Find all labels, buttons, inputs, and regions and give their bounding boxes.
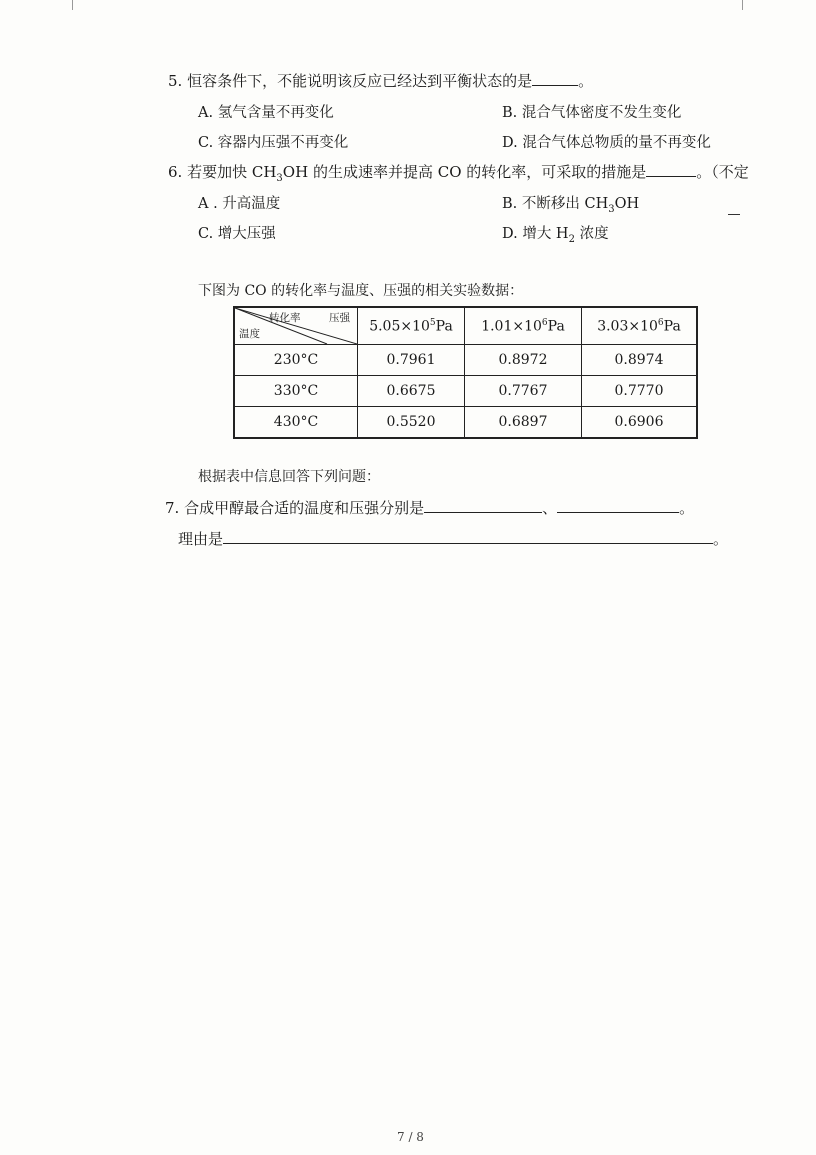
question-7 xyxy=(165,497,694,518)
option-b-text-end: OH xyxy=(614,196,640,212)
table-value-cell: 0.5520 xyxy=(358,407,465,439)
header-exponent: 5 xyxy=(429,317,436,328)
margin-dash xyxy=(728,214,740,215)
question-6-option-d xyxy=(502,222,609,245)
header-base: 5.05×10 xyxy=(369,318,430,335)
table-value-cell: 0.8972 xyxy=(465,345,582,376)
question-6-text-pre: 若要加快 CH xyxy=(187,163,277,181)
scan-edge-mark xyxy=(742,0,743,10)
table-value-cell: 0.7767 xyxy=(465,376,582,407)
question-6-option-c: C. 增大压强 xyxy=(198,226,276,242)
table-header-row xyxy=(234,307,697,345)
option-d-subscript: 2 xyxy=(568,233,575,245)
header-unit: Pa xyxy=(547,318,565,335)
temperature-answer-blank[interactable] xyxy=(424,498,542,513)
option-d-text-end: 浓度 xyxy=(574,226,609,242)
question-7-end: 。 xyxy=(679,499,695,517)
option-d-text: D. 增大 H xyxy=(502,226,569,242)
table-value-cell: 0.8974 xyxy=(582,345,698,376)
table-temp-cell: 430°C xyxy=(234,407,358,439)
header-exponent: 6 xyxy=(657,317,664,328)
instruction-text: 根据表中信息回答下列问题： xyxy=(198,469,380,485)
question-6-subscript: 3 xyxy=(276,173,283,184)
header-unit: Pa xyxy=(663,318,681,335)
question-6-end: 。（不定 xyxy=(696,163,749,181)
header-base: 1.01×10 xyxy=(481,318,542,335)
question-6-number: 6. xyxy=(168,163,183,181)
question-5-option-b: B. 混合气体密度不发生变化 xyxy=(502,105,682,121)
table-header-cell xyxy=(358,307,465,345)
scan-edge-mark xyxy=(72,0,73,10)
question-5-text: 恒容条件下，不能说明该反应已经达到平衡状态的是 xyxy=(187,72,533,90)
table-intro: 下图为 CO 的转化率与温度、压强的相关实验数据： xyxy=(198,283,524,299)
table-row xyxy=(234,407,697,439)
reason-end: 。 xyxy=(713,530,729,548)
reason-answer-blank[interactable] xyxy=(223,529,713,544)
option-b-text: B. 不断移出 CH xyxy=(502,196,609,212)
table-value-cell: 0.6897 xyxy=(465,407,582,439)
question-5-end: 。 xyxy=(578,72,594,90)
conversion-table xyxy=(233,306,698,439)
pressure-answer-blank[interactable] xyxy=(557,498,679,513)
table-value-cell: 0.6675 xyxy=(358,376,465,407)
table-temp-cell: 230°C xyxy=(234,345,358,376)
question-5-option-a: A. 氢气含量不再变化 xyxy=(198,105,334,121)
question-5 xyxy=(168,70,593,91)
table-row xyxy=(234,345,697,376)
question-5-number: 5. xyxy=(168,72,183,90)
header-exponent: 6 xyxy=(541,317,548,328)
table-temp-cell: 330°C xyxy=(234,376,358,407)
header-base: 3.03×10 xyxy=(597,318,658,335)
question-6-option-b xyxy=(502,192,639,215)
table-corner-cell xyxy=(234,307,358,345)
question-5-option-c: C. 容器内压强不再变化 xyxy=(198,135,349,151)
question-7-number: 7. xyxy=(165,499,180,517)
table-value-cell: 0.7770 xyxy=(582,376,698,407)
corner-label-top: 转化率 xyxy=(269,312,301,324)
page-number: 7 / 8 xyxy=(397,1130,424,1144)
table-header-cell xyxy=(582,307,698,345)
question-5-answer-blank[interactable] xyxy=(532,71,578,86)
option-b-subscript: 3 xyxy=(608,203,615,215)
table-row xyxy=(234,376,697,407)
table-header-cell xyxy=(465,307,582,345)
question-6-option-a: A . 升高温度 xyxy=(198,196,281,212)
table-value-cell: 0.6906 xyxy=(582,407,698,439)
reason-label: 理由是 xyxy=(178,530,224,548)
question-6 xyxy=(168,161,749,184)
corner-label-left: 温度 xyxy=(239,328,260,340)
question-7-separator: 、 xyxy=(542,499,558,517)
question-7-text: 合成甲醇最合适的温度和压强分别是 xyxy=(184,499,425,517)
question-5-option-d: D. 混合气体总物质的量不再变化 xyxy=(502,135,711,151)
corner-label-right: 压强 xyxy=(329,312,350,324)
question-6-text-post: OH 的生成速率并提高 CO 的转化率，可采取的措施是 xyxy=(282,163,647,181)
question-7-reason xyxy=(178,528,728,549)
header-unit: Pa xyxy=(435,318,453,335)
table-value-cell: 0.7961 xyxy=(358,345,465,376)
question-6-answer-blank[interactable] xyxy=(646,162,696,177)
